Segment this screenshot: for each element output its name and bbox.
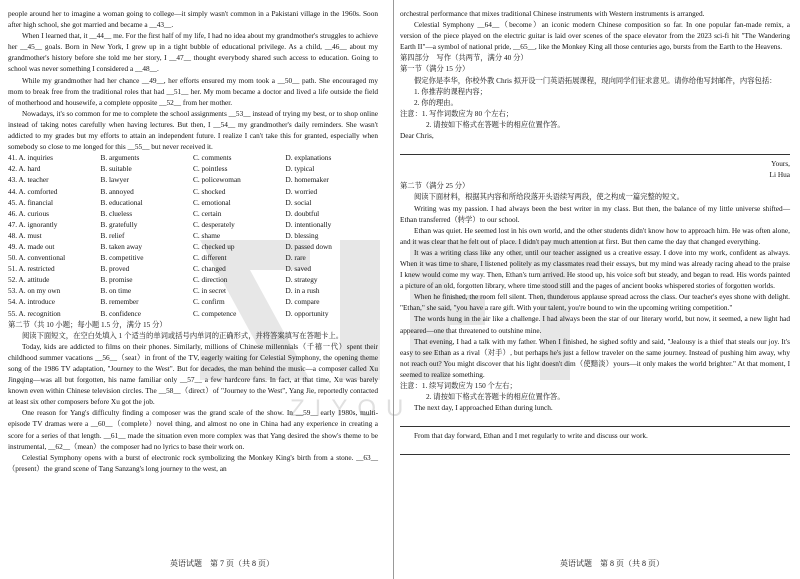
passage-paragraph: people around her to imagine a woman going to college—it simply wasn't common in a Pakistani village in the 1960s. Soon after high school, she got married and became a __43__. — [8, 9, 378, 30]
option-cell: B. clueless — [100, 208, 133, 218]
option-cell: B. suitable — [100, 164, 132, 174]
option-cell: 53. A. on my own — [8, 286, 61, 296]
option-row — [8, 208, 378, 219]
note: 注意：1. 续写词数应为 150 个左右； — [400, 381, 517, 390]
letter-signature: Li Hua — [769, 170, 790, 180]
continuation-start: The next day, I approached Ethan during lunch. — [414, 403, 553, 413]
section-heading: 第二节（满分 25 分） — [400, 181, 470, 191]
story-paragraph: The words hung in the air like a challenge. I had always been the star of our literary world, but now, it seemed, a new light had appeared—one that threatened to outshine mine. — [400, 314, 790, 335]
story-paragraph: Ethan was quiet. He seemed lost in his own world, and the other students didn't know how to approach him. He was often alone, and it was clear that he felt out of place. I didn't pay much attention at first. But then came the day that changed everything. — [400, 225, 790, 246]
option-cell: B. taken away — [100, 241, 143, 251]
writing-line — [400, 417, 790, 427]
requirement-item: 2. 你的理由。 — [414, 97, 458, 107]
option-cell: C. changed — [193, 264, 226, 274]
option-row — [8, 174, 378, 185]
passage-paragraph: Today, kids are addicted to films on their phones. Similarly, millions of Chinese millennials（千禧一代）spent their childhood summer vacations __56__（seat）in front of the TV, eagerly waiting for Celestial Symphony, the opening theme song of the 1986 TV adaptation, "Journey to the West". But for decades, the man behind the music—a composer called Xu Jingqing—was all but forgotten, his name familiar only __57__ a few hardcore fans. In fact, at that time, Xu was barely known even within Chinese television circles. The __58__（direct）of "Journey to the West", Yang Jie, reportedly contacted at least six other composers before Xu got the job. — [8, 341, 378, 407]
story-paragraph: That evening, I had a talk with my father. When I finished, he sighed softly and said, "Jealousy is a thief that steals our joy. It's easy to see Ethan as a rival（对手）, but perhaps he's just a fellow traveler on the same journey. Instead of pushing him away, why not reach out? You might discover that his light doesn't dim（使黯淡）yours—it only makes the world brighter." At that moment, I seemed to realize something. — [400, 336, 790, 379]
letter-greeting: Dear Chris, — [400, 131, 434, 141]
option-row — [8, 274, 378, 285]
passage-paragraph: Celestial Symphony __64__（become）an iconic modern Chinese composition so far. In one popular fan-made remix, a version of the piece played on the electric guitar is laid over scenes of the space elevator from the 2023 sci-fi hit "The Wandering Earth II"—a symbol of national pride, __65__, like the Monkey King all those centuries ago, bursts from the Earth to the Heavens. — [400, 20, 790, 52]
option-cell: C. desperately — [193, 219, 235, 229]
writing-line — [400, 145, 790, 155]
section-instructions: 阅读下面材料，根据其内容和所给段落开头语续写两段，使之构成一篇完整的短文。 — [414, 192, 684, 202]
option-row — [8, 296, 378, 307]
option-cell: 48. A. must — [8, 230, 42, 240]
option-cell: B. relief — [100, 230, 125, 240]
option-cell: 43. A. teacher — [8, 175, 49, 185]
option-cell: B. lawyer — [100, 175, 129, 185]
option-cell: 51. A. restricted — [8, 264, 55, 274]
option-cell: D. compare — [285, 297, 320, 307]
option-cell: C. direction — [193, 275, 228, 285]
option-row — [8, 285, 378, 296]
option-cell: D. opportunity — [285, 308, 329, 318]
option-cell: 54. A. introduce — [8, 297, 56, 307]
passage-paragraph: Celestial Symphony opens with a burst of electronic rock symbolizing the Monkey King's birth from a stone. __63__（present）the grand scene of Tang Sanzang's long journey to the west, an — [8, 452, 378, 473]
option-cell: 47. A. ignorantly — [8, 219, 58, 229]
option-cell: B. promise — [100, 275, 133, 285]
option-cell: D. saved — [285, 264, 312, 274]
passage-paragraph: One reason for Yang's difficulty finding a composer was the grand scale of the show. In __59__ early 1980s, multi-episode TV dramas were a __60__（complete）novel thing, and almost no one in China had any experience in creating a score for a series of that length. __61__ made the situation even more complex was that Yang desired the show's theme to be instrumental, __62__（mean）the composer had no lyrics to base their work on. — [8, 408, 378, 451]
option-cell: D. in a rush — [285, 286, 320, 296]
option-row — [8, 241, 378, 252]
option-row — [8, 152, 378, 163]
option-row — [8, 252, 378, 263]
story-paragraph: It was a writing class like any other, until our teacher assigned us a creative essay. I dove into my work, confident as always. When it was time to share, I listened politely as my classmates read their essays, but my mind was already racing ahead to the praise I knew would come my way. Then, Ethan's turn arrived. He stood up, his voice soft but steady, and began to read. His words painted a picture of an old, forgotten library, where time stood still and the pages of ancient books whispered stories of forgotten worlds. — [400, 247, 790, 291]
section-instructions: 假定你是李华，你校外教 Chris 拟开设一门英语拓展课程，现向同学们征求意见。请你给他写封邮件，内容包括： — [414, 75, 777, 85]
option-cell: C. policewoman — [193, 175, 241, 185]
option-cell: C. checked up — [193, 241, 235, 251]
passage-paragraph: Nowadays, it's so common for me to complete the school assignments __53__ instead of trying my best, or to shop online instead of taking notes carefully when having lectures. But then, I __54__ my grandmother's daily reminders. She wasn't addicted to my grades but my efforts to attain an independent future. I realize I can't take this for granted, especially when somebody so close to me longed for this __55__ but never received it. — [8, 108, 378, 152]
option-cell: D. blessing — [285, 230, 319, 240]
story-paragraph: Writing was my passion. I had always been the best writer in my class. But then, the balance of my little universe shifted—Ethan transferred（转学）to our school. — [400, 203, 790, 224]
option-cell: D. strategy — [285, 275, 318, 285]
option-cell: D. homemaker — [285, 175, 329, 185]
option-cell: B. competitive — [100, 253, 144, 263]
note: 2. 请按如下格式在答题卡的相应位置作答。 — [426, 119, 565, 129]
page-footer: 英语试题 第 7 页（共 8 页） — [170, 559, 274, 568]
option-cell: 50. A. conventional — [8, 253, 66, 263]
letter-closing: Yours, — [771, 159, 790, 169]
option-cell: B. proved — [100, 264, 130, 274]
option-cell: B. remember — [100, 297, 139, 307]
option-cell: C. in secret — [193, 286, 227, 296]
note: 2. 请按如下格式在答题卡的相应位置作答。 — [426, 392, 565, 402]
option-cell: D. explanations — [285, 153, 332, 163]
option-cell: 55. A. recognition — [8, 308, 61, 318]
option-cell: C. certain — [193, 208, 222, 218]
option-cell: C. different — [193, 253, 227, 263]
option-cell: B. on time — [100, 286, 132, 296]
option-cell: 46. A. curious — [8, 208, 49, 218]
section-heading: 第二节（共 10 小题；每小题 1.5 分，满分 15 分） — [8, 319, 167, 329]
options-table — [8, 152, 378, 318]
option-cell: 52. A. attitude — [8, 275, 50, 285]
option-cell: D. social — [285, 197, 312, 207]
option-cell: 44. A. comforted — [8, 186, 58, 196]
option-row — [8, 263, 378, 274]
story-paragraph: When he finished, the room fell silent. Then, thunderous applause spread across the class. Our teacher's eyes shone with delight. "Ethan," she said, "you have a rare gift. With your talent, you're bound to win the upcoming writing competition." — [400, 292, 790, 313]
continuation-start: From that day forward, Ethan and I met regularly to write and discuss our work. — [414, 431, 648, 441]
left-column — [8, 8, 378, 474]
section-heading: 第一节（满分 15 分） — [400, 64, 470, 74]
option-cell: D. passed down — [285, 241, 332, 251]
option-row — [8, 186, 378, 197]
option-cell: B. confidence — [100, 308, 142, 318]
option-cell: C. shame — [193, 230, 221, 240]
option-cell: C. emotional — [193, 197, 231, 207]
section-instructions: 阅读下面短文，在空白处填入 1 个适当的单词或括号内单词的正确形式，并将答案填写在答题卡上。 — [22, 330, 344, 340]
option-cell: D. doubtful — [285, 208, 320, 218]
passage-paragraph: While my grandmother had her chance __49__, her efforts ensured my mom took a __50__ path. She encouraged my mom to break free from the traditional roles that had __51__ her. My mom became a doctor and lived a life outside the field of motherhood and housewife, a complete opposite __52__ from her mother. — [8, 75, 378, 107]
right-column — [400, 8, 790, 458]
option-row — [8, 230, 378, 241]
option-cell: C. confirm — [193, 297, 225, 307]
option-cell: D. intentionally — [285, 219, 332, 229]
option-cell: 41. A. inquiries — [8, 153, 53, 163]
option-cell: B. educational — [100, 197, 143, 207]
option-cell: B. annoyed — [100, 186, 134, 196]
option-cell: B. gratefully — [100, 219, 138, 229]
option-cell: C. shocked — [193, 186, 226, 196]
option-row — [8, 163, 378, 174]
part-heading: 第四部分 写作（共两节，满分 40 分） — [400, 53, 528, 63]
passage-paragraph: orchestral performance that mixes traditional Chinese instruments with Western instruments is arranged. — [400, 9, 705, 18]
writing-line — [400, 445, 790, 455]
option-row — [8, 308, 378, 319]
option-cell: D. worried — [285, 186, 318, 196]
option-cell: D. typical — [285, 164, 315, 174]
option-cell: 49. A. made out — [8, 241, 55, 251]
option-cell: B. arguments — [100, 153, 140, 163]
passage-paragraph: When I learned that, it __44__ me. For the first half of my life, I had no idea about my grandmother's struggles to achieve her __45__ goals. Born in New York, I grew up in a tight bubble of educational privilege. As a child, __46__ about my grandmother's history before she told me her story, I __47__ thought everybody shared such access to education. Going to school was never something I considered a __48__. — [8, 31, 378, 74]
option-cell: C. competence — [193, 308, 237, 318]
requirement-item: 1. 你推荐的课程内容； — [414, 86, 487, 96]
note: 注意：1. 写作词数应为 80 个左右； — [400, 108, 514, 118]
option-cell: C. pointless — [193, 164, 228, 174]
option-cell: C. comments — [193, 153, 232, 163]
option-row — [8, 219, 378, 230]
option-cell: D. rare — [285, 253, 306, 263]
option-cell: 45. A. financial — [8, 197, 53, 207]
column-divider — [393, 0, 394, 579]
page-footer: 英语试题 第 8 页（共 8 页） — [560, 559, 664, 568]
option-row — [8, 197, 378, 208]
watermark-text: ZIYOU — [290, 395, 414, 422]
option-cell: 42. A. hard — [8, 164, 41, 174]
